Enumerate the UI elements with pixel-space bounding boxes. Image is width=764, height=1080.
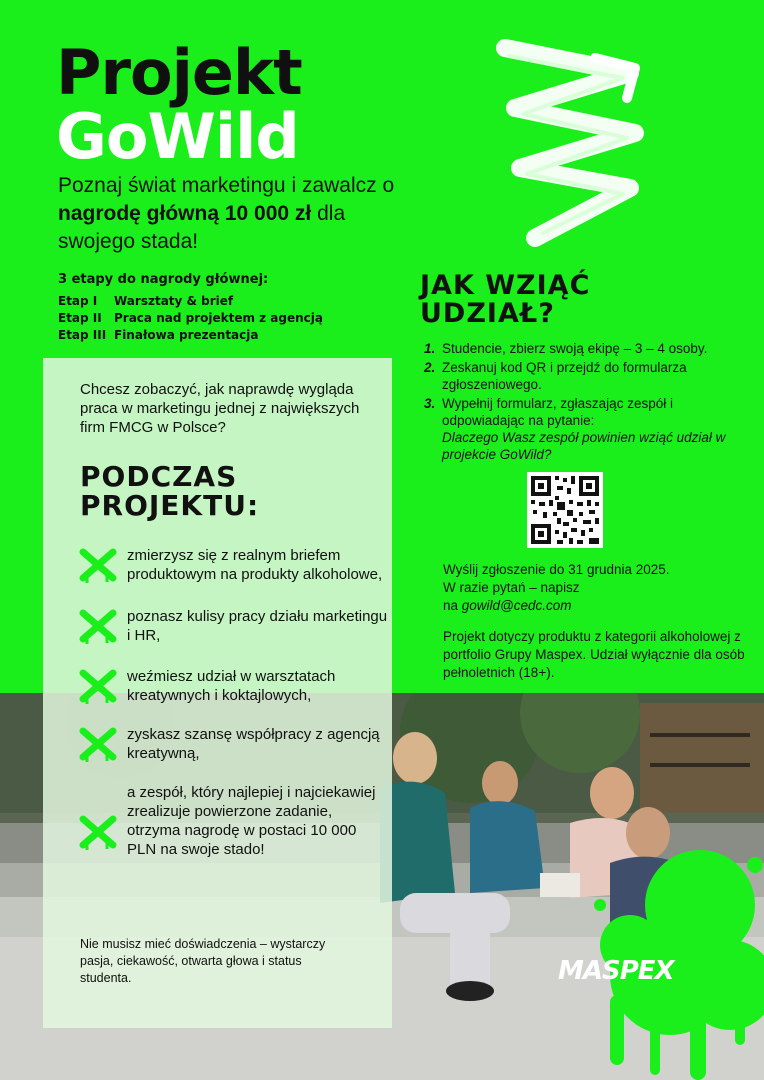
panel-heading — [80, 462, 259, 520]
step-item — [424, 359, 754, 393]
list-item — [79, 607, 389, 645]
stage-key: Etap I — [58, 294, 98, 308]
zigzag-arrows-icon — [495, 28, 650, 253]
stage-row — [58, 327, 378, 344]
stage-label: Praca nad projektem z agencją — [114, 311, 324, 325]
participate-heading-line-2: UDZIAŁ? — [420, 298, 555, 329]
step-number: 1. — [424, 341, 436, 356]
intro-bold-2: 10 000 zł — [224, 202, 312, 225]
stage-label: Warsztaty & brief — [114, 294, 234, 308]
intro-part-1: Poznaj świat marketingu i zawalcz o — [58, 174, 395, 197]
stages-list — [58, 272, 378, 344]
cross-mark-icon — [79, 813, 117, 851]
contact-line — [443, 597, 743, 615]
qr-code[interactable] — [527, 472, 603, 548]
participate-heading — [420, 272, 590, 328]
panel-lead: Chcesz zobaczyć, jak naprawdę wygląda praca w marketingu jednej z największych firm FMCG w Polsce? — [80, 381, 360, 436]
step-item — [424, 395, 754, 463]
list-item — [79, 546, 389, 584]
list-item-text: a zespół, który najlepiej i najciekawiej zrealizuje powierzone zadanie, otrzyma nagrodę w postaci 10 000 PLN na swoje stado! — [127, 784, 376, 858]
cross-mark-icon — [79, 667, 117, 705]
list-item-text: poznasz kulisy pracy działu marketingu i HR, — [127, 608, 388, 644]
project-panel — [43, 358, 392, 1028]
contact-email-link[interactable]: gowild@cedc.com — [461, 598, 572, 613]
step-question: Dlaczego Wasz zespół powinien wziąć udział w projekcie GoWild? — [442, 430, 726, 462]
panel-heading-line-2: PROJEKTU: — [80, 489, 260, 522]
list-item-text: zyskasz szansę współpracy z agencją kreatywną, — [127, 726, 380, 762]
poster-title — [56, 36, 302, 173]
stage-key: Etap III — [58, 328, 107, 342]
list-item-text: zmierzysz się z realnym briefem produktowym na produkty alkoholowe, — [127, 547, 383, 583]
step-text: Zeskanuj kod QR i przejdź do formularza zgłoszeniowego. — [442, 360, 687, 392]
list-item — [79, 667, 389, 705]
maspex-logo: MASPEX — [558, 956, 674, 986]
benefits-list — [79, 546, 389, 859]
deadline-info — [443, 561, 743, 615]
intro-bold-1: nagrodę główną — [58, 202, 220, 225]
list-item-text: weźmiesz udział w warsztatach kreatywnych i koktajlowych, — [127, 668, 336, 704]
panel-note: Nie musisz mieć doświadczenia – wystarczy pasja, ciekawość, otwarta głowa i status studenta. — [80, 937, 326, 985]
deadline-line-2: W razie pytań – napisz — [443, 580, 580, 595]
title-line-1: Projekt — [56, 36, 302, 109]
stage-label: Finałowa prezentacja — [114, 328, 259, 342]
stage-row — [58, 310, 378, 327]
participate-heading-line-1: JAK WZIĄĆ — [420, 270, 591, 301]
stage-row — [58, 293, 378, 310]
step-number: 2. — [424, 360, 436, 375]
disclaimer: Projekt dotyczy produktu z kategorii alkoholowej z portfolio Grupy Maspex. Udział wyłącznie dla osób pełnoletnich (18+). — [443, 629, 745, 680]
cross-mark-icon — [79, 546, 117, 584]
step-item — [424, 340, 754, 357]
intro-text — [58, 172, 418, 256]
step-number: 3. — [424, 396, 436, 411]
cross-mark-icon — [79, 725, 117, 763]
contact-prefix: na — [443, 598, 462, 613]
title-line-2: GoWild — [56, 100, 299, 173]
deadline-line-1: Wyślij zgłoszenie do 31 grudnia 2025. — [443, 562, 670, 577]
participation-steps — [424, 340, 754, 465]
list-item — [79, 725, 389, 763]
stage-key: Etap II — [58, 311, 102, 325]
cross-mark-icon — [79, 607, 117, 645]
panel-heading-line-1: PODCZAS — [80, 460, 238, 493]
step-text: Wypełnij formularz, zgłaszając zespół i odpowiadając na pytanie: — [442, 396, 673, 428]
step-text: Studencie, zbierz swoją ekipę – 3 – 4 osoby. — [442, 341, 708, 356]
intro-part-2: dla swojego stada! — [58, 202, 346, 253]
list-item — [79, 783, 389, 859]
stages-title: 3 etapy do nagrody głównej: — [58, 272, 269, 287]
